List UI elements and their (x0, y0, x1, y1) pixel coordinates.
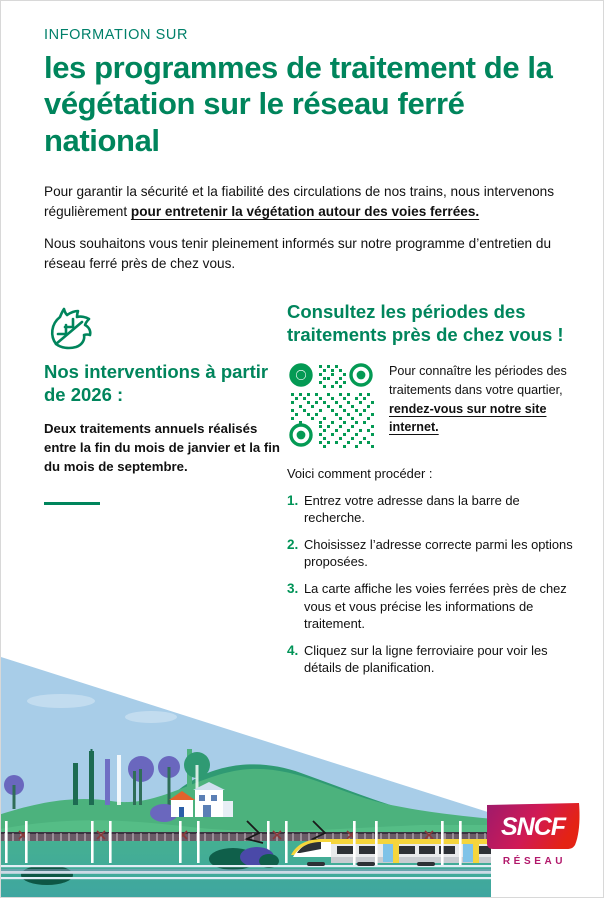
sncf-reseau-logo (485, 801, 581, 867)
intro-para1-prefix: Pour garantir la sécurité et la fiabilité des circulations de nos trains, nous intervenons régulièrement (44, 183, 555, 219)
svg-text:SNCF: SNCF (500, 813, 566, 841)
step-text: Entrez votre adresse dans la barre de recherche. (304, 492, 520, 526)
intro-paragraph-2: Nous souhaitons vous tenir pleinement informés sur notre programme d’entretien du réseau ferré près de chez vous. (44, 236, 552, 272)
sncf-logo-mark (485, 801, 581, 851)
header (1, 1, 603, 159)
step-text: Cliquez sur la ligne ferroviaire pour voir les détails de planification. (304, 642, 548, 676)
intro-paragraph-1 (44, 182, 575, 222)
qr-code-icon[interactable] (287, 361, 375, 449)
list-item (287, 492, 581, 527)
howto-label: Voici comment procéder : (287, 465, 433, 481)
poster-page (1, 1, 603, 897)
right-column (282, 300, 581, 686)
step-text: Choisissez l’adresse correcte parmi les options proposées. (304, 536, 573, 570)
list-item (287, 536, 581, 571)
page-title: les programmes de traitement de la végétation sur le réseau ferré national (44, 50, 553, 158)
qr-text-prefix: Pour connaître les périodes des traitements dans votre quartier, (389, 363, 567, 397)
step-text: La carte affiche les voies ferrées près de chez vous et vous précise les informations de traitement. (304, 580, 567, 632)
step-number: 3. (287, 580, 299, 596)
right-heading: Consultez les périodes des traitements près de chez vous ! (287, 301, 564, 346)
list-item (287, 580, 581, 633)
eyebrow-label: INFORMATION SUR (44, 27, 189, 43)
step-number: 2. (287, 536, 299, 552)
logo-subtitle: RÉSEAU (502, 856, 567, 867)
left-heading: Nos interventions à partir de 2026 : (44, 361, 269, 405)
intro-section (1, 182, 603, 274)
qr-description (389, 361, 581, 438)
intro-para1-emphasis: pour entretenir la végétation autour des voies ferrées. (130, 203, 480, 219)
left-body-text: Deux traitements annuels réalisés entre la fin du mois de janvier et la fin du mois de septembre. (44, 420, 280, 474)
qr-row (287, 361, 581, 449)
left-column (44, 300, 282, 686)
divider-rule (44, 502, 100, 505)
step-number: 1. (287, 492, 299, 508)
website-link[interactable]: rendez-vous sur notre site internet. (389, 401, 547, 435)
two-column-section (1, 300, 603, 686)
leaf-icon (44, 343, 100, 360)
step-number: 4. (287, 642, 299, 658)
